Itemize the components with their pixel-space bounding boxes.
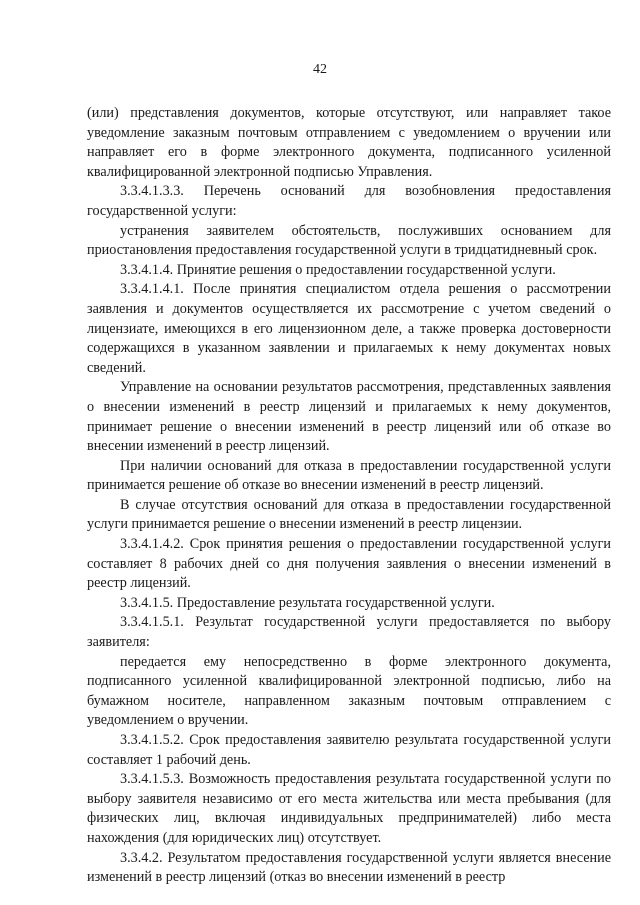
paragraph: 3.3.4.1.3.3. Перечень оснований для возобновления предоставления государственной услуги: [87, 183, 611, 219]
paragraph: 3.3.4.1.5.3. Возможность предоставления результата государственной услуги по выбору заявителя независимо от его места жительства или места пребывания (для физических лиц, включая индивидуальных предпринимателей) либо места нахождения (для юридических лиц) отсутствует. [87, 771, 611, 846]
paragraph: 3.3.4.1.5. Предоставление результата государственной услуги. [120, 594, 495, 611]
paragraph: При наличии оснований для отказа в предоставлении государственной услуги принимается решение об отказе во внесении изменений в реестр лицензий. [87, 457, 611, 494]
paragraph: 3.3.4.1.5.1. Результат государственной услуги предоставляется по выбору заявителя: [87, 614, 611, 651]
paragraph: Управление на основании результатов рассмотрения, представленных заявления о внесении изменений в реестр лицензий и прилагаемых к нему документов, принимает решение о внесении изменений в реестр лицензий или об отказе во внесении изменений в реестр лицензий. [87, 379, 611, 455]
document-body [87, 104, 611, 888]
paragraph: 3.3.4.1.4.2. Срок принятия решения о предоставлении государственной услуги составляет 8 рабочих дней со дня получения заявления о внесении изменений в реестр лицензий. [87, 536, 611, 592]
paragraph: (или) представления документов, которые отсутствуют, или направляет такое уведомление заказным почтовым отправлением с уведомлением о вручении или направляет его в форме электронного документа, подписанного усиленной квалифицированной электронной подписью Управления. [87, 105, 611, 180]
paragraph: устранения заявителем обстоятельств, послуживших основанием для приостановления предоставления государственной услуги в тридцатидневный срок. [87, 222, 611, 259]
paragraph: 3.3.4.1.4. Принятие решения о предоставлении государственной услуги. [120, 261, 556, 278]
paragraph: передается ему непосредственно в форме электронного документа, подписанного усиленной квалифицированной электронной подписью, либо на бумажном носителе, направленном заказным почтовым отправлением с уведомлением о вручении. [87, 653, 611, 729]
paragraph: В случае отсутствия оснований для отказа в предоставлении государственной услуги принимается решение о внесении изменений в реестр лицензии. [87, 496, 611, 533]
paragraph: 3.3.4.2. Результатом предоставления государственной услуги является внесение изменений в реестр лицензий (отказ во внесении изменений в реестр [87, 849, 611, 886]
paragraph: 3.3.4.1.4.1. После принятия специалистом отдела решения о рассмотрении заявления и документов осуществляется их рассмотрение с учетом сведений о лицензиате, имеющихся в его лицензионном деле, а также проверка достоверности содержащихся в указанном заявлении и прилагаемых к нему документах новых сведений. [87, 281, 611, 376]
paragraph: 3.3.4.1.5.2. Срок предоставления заявителю результата государственной услуги составляет 1 рабочий день. [87, 732, 611, 768]
page-number: 42 [313, 62, 327, 77]
